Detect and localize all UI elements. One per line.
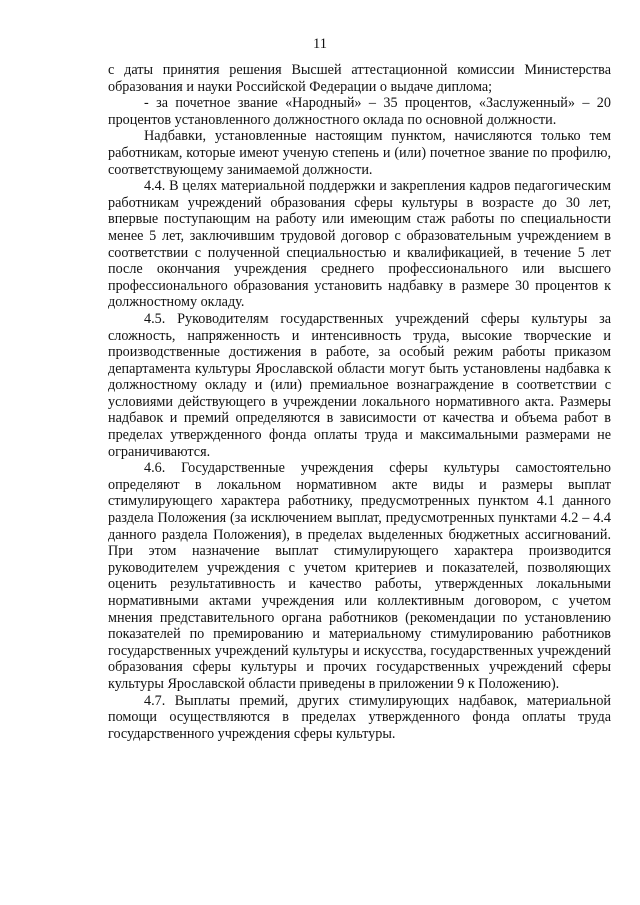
page-number: 11 — [313, 36, 327, 52]
paragraph-allowance-note: Надбавки, установленные настоящим пунктом, начисляются только тем работникам, которые имеют ученую степень и (или) почетное звание по профилю, соответствующему занимаемой должности. — [108, 128, 611, 178]
paragraph-4-7: 4.7. Выплаты премий, других стимулирующих надбавок, материальной помощи осуществляются в пределах утвержденного фонда оплаты труда государственного учреждения сферы культуры. — [108, 692, 611, 742]
document-body — [108, 62, 611, 742]
paragraph-continuation: с даты принятия решения Высшей аттестационной комиссии Министерства образования и науки Российской Федерации о выдаче диплома; — [108, 62, 611, 95]
paragraph-4-4: 4.4. В целях материальной поддержки и закрепления кадров педагогическим работникам учреждений образования сферы культуры в возрасте до 30 лет, впервые поступающим на работу или имеющим стаж работы по специальности менее 5 лет, заключившим трудовой договор с образовательным учреждением в соответствии с полученной специальностью и квалификацией, в течение 5 лет после окончания учреждения среднего профессионального или высшего профессионального образования установить надбавку в размере 30 процентов к должностному окладу. — [108, 178, 611, 311]
paragraph-honorary-title: - за почетное звание «Народный» – 35 процентов, «Заслуженный» – 20 процентов установленного должностного оклада по основной должности. — [108, 95, 611, 128]
paragraph-4-6: 4.6. Государственные учреждения сферы культуры самостоятельно определяют в локальном нормативном акте виды и размеры выплат стимулирующего характера работнику, предусмотренных пунктом 4.1 данного раздела Положения (за исключением выплат, предусмотренных пунктами 4.2 – 4.4 данного раздела Положения), в пределах выделенных бюджетных ассигнований. При этом назначение выплат стимулирующего характера производится руководителем учреждения с учетом критериев и показателей, позволяющих оценить результативность и качество работы, утвержденных локальными нормативными актами учреждения или коллективным договором, с учетом мнения представительного органа работников (рекомендации по установлению показателей по премированию и материальному стимулированию работников государственных учреждений культуры и искусства, государственных учреждений образования сферы культуры и прочих государственных учреждений сферы культуры Ярославской области приведены в приложении 9 к Положению). — [108, 460, 611, 692]
paragraph-4-5: 4.5. Руководителям государственных учреждений сферы культуры за сложность, напряженность и интенсивность труда, высокие творческие и производственные достижения в работе, за особый режим работы приказом департамента культуры Ярославской области могут быть установлены надбавка к должностному окладу и (или) премиальное вознаграждение в соответствии с условиями действующего в учреждении локального нормативного акта. Размеры надбавок и премий определяются в зависимости от качества и объема работ в пределах утвержденного фонда оплаты труда и максимальными размерами не ограничиваются. — [108, 310, 611, 460]
